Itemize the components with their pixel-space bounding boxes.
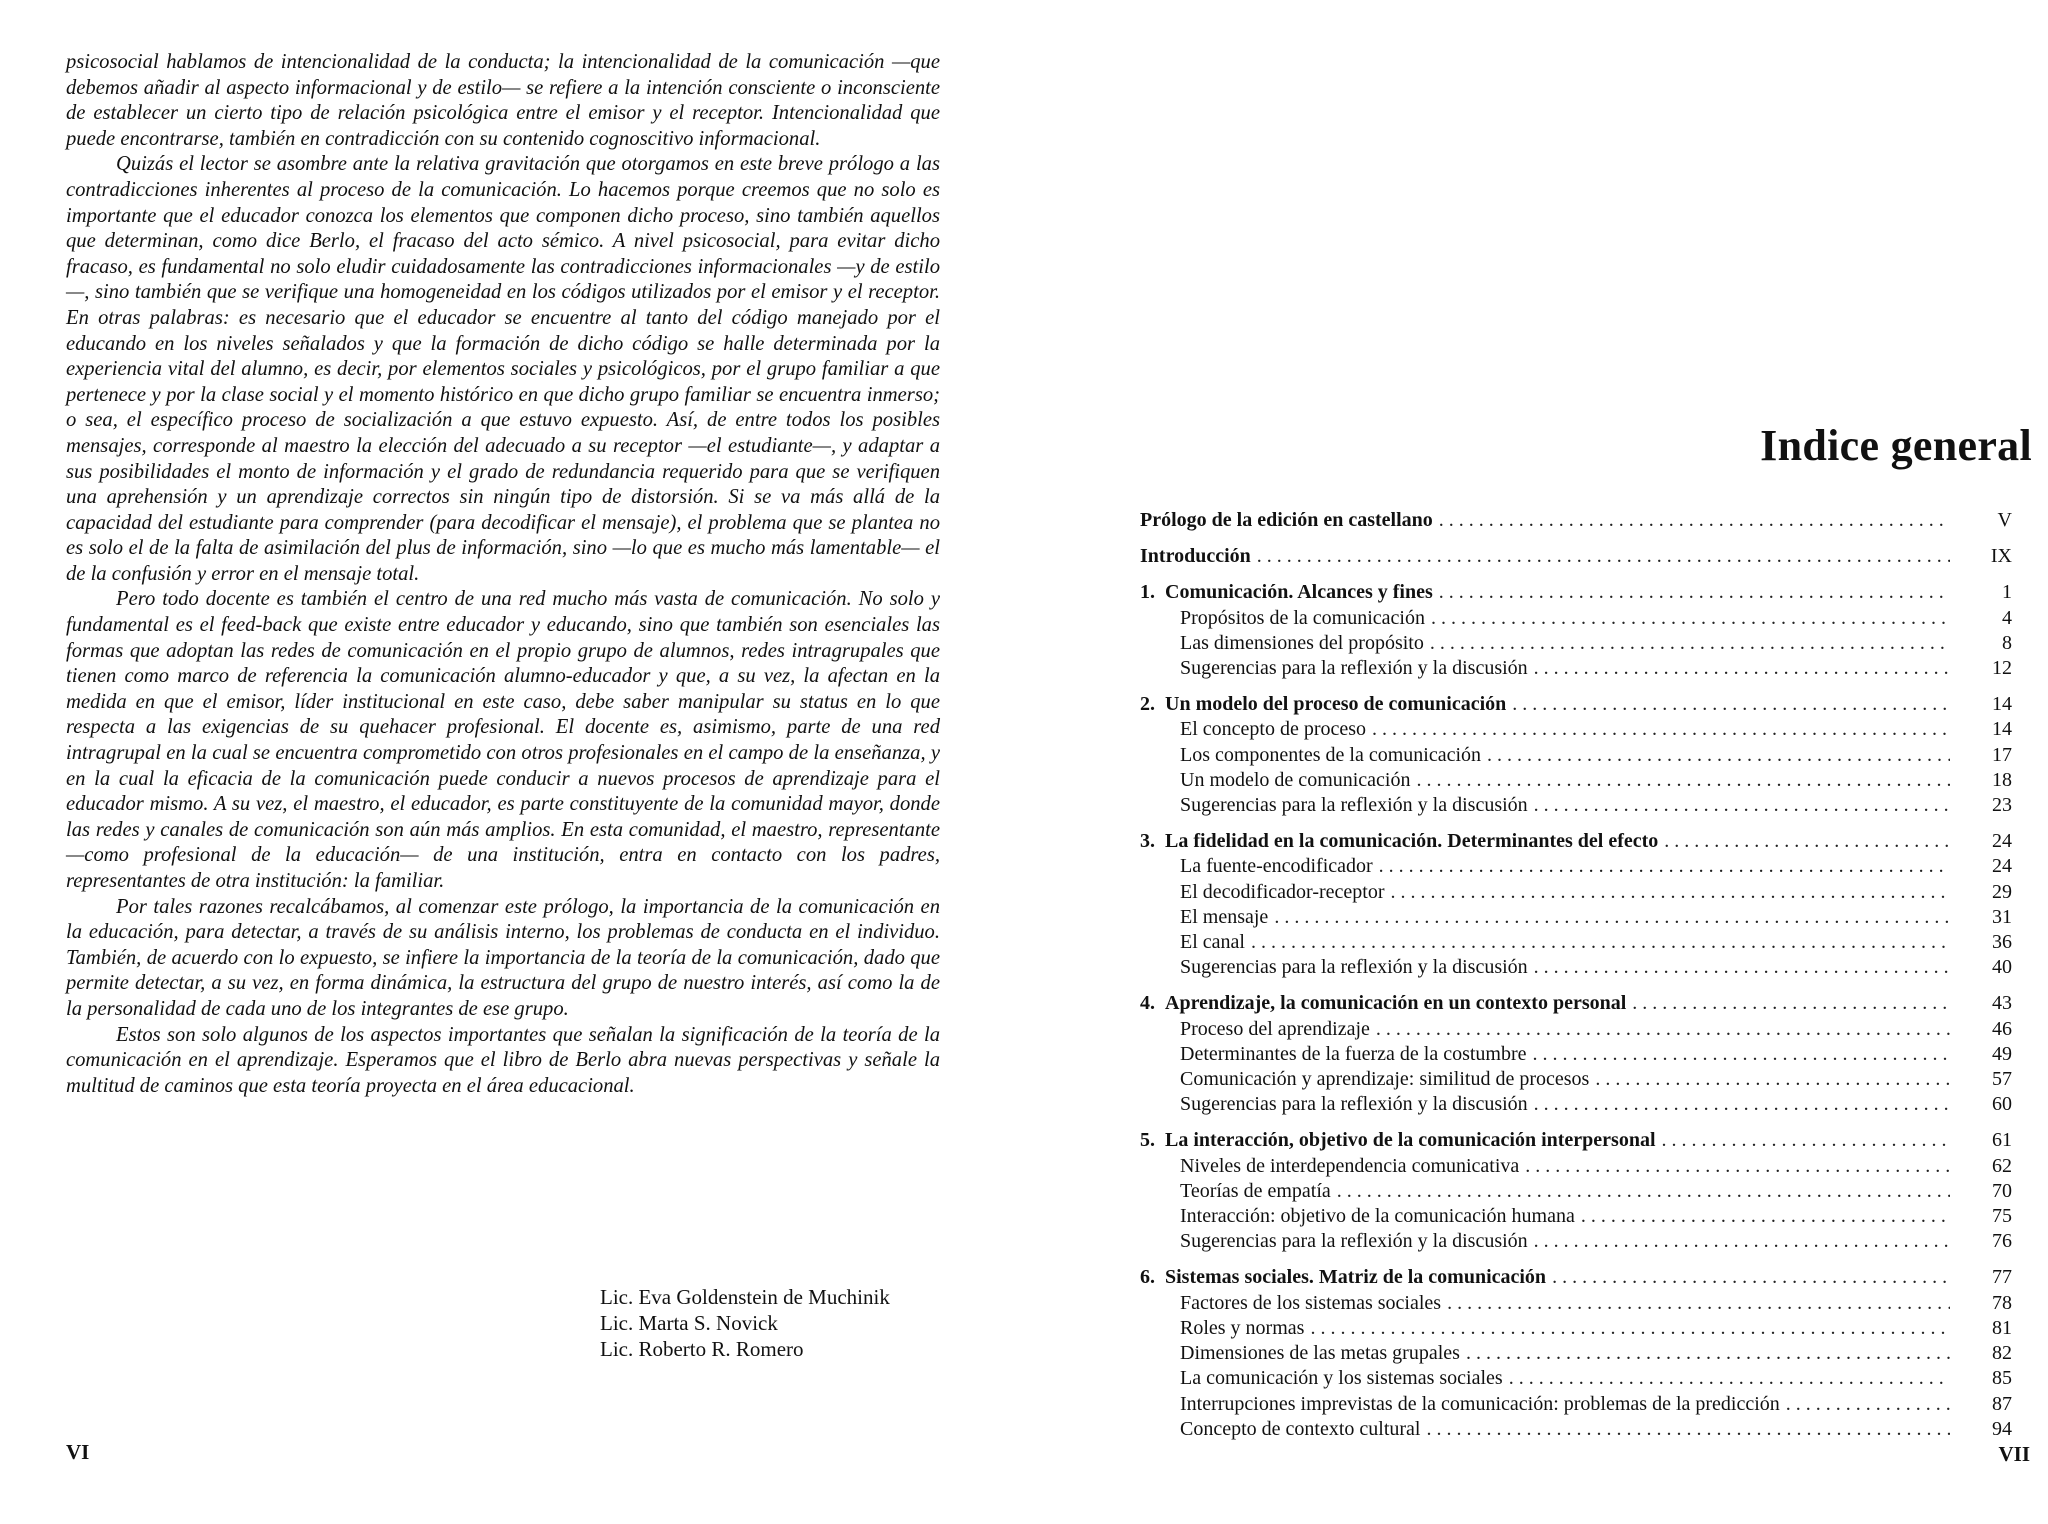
dot-leader — [1512, 692, 1950, 717]
toc-page-number: 75 — [1992, 1205, 2012, 1228]
toc-section-entry — [1140, 606, 2012, 631]
toc-page-number: 12 — [1992, 657, 2012, 680]
toc-page-number: 43 — [1992, 992, 2012, 1015]
toc-entry-title: Interrupciones imprevistas de la comunicación: problemas de la predicción — [1180, 1392, 1780, 1415]
toc-entry-title: Interacción: objetivo de la comunicación humana — [1180, 1205, 1575, 1228]
dot-leader — [1430, 631, 1950, 656]
dot-leader — [1534, 955, 1950, 980]
toc-page-number: 46 — [1992, 1017, 2012, 1040]
toc-section-entry — [1140, 1291, 2012, 1316]
dot-leader — [1337, 1179, 1950, 1204]
chapter-number: 4. — [1140, 992, 1155, 1015]
toc-page-number: 77 — [1992, 1266, 2012, 1289]
toc-spacer — [1140, 681, 2012, 692]
toc-page-number: 82 — [1992, 1342, 2012, 1365]
toc-entry-title: El mensaje — [1180, 905, 1269, 928]
toc-page-number: 94 — [1992, 1417, 2012, 1440]
toc-page-number: 14 — [1992, 693, 2012, 716]
dot-leader — [1786, 1392, 1950, 1417]
toc-section-entry — [1140, 1204, 2012, 1229]
toc-section-entry — [1140, 1392, 2012, 1417]
toc-section-entry — [1140, 743, 2012, 768]
page-number: VI — [66, 1440, 90, 1464]
toc-entry-title: Teorías de empatía — [1180, 1179, 1331, 1202]
toc-chapter-entry — [1140, 580, 2012, 605]
dot-leader — [1632, 991, 1950, 1016]
dot-leader — [1376, 1017, 1950, 1042]
table-of-contents — [1140, 508, 2012, 1442]
toc-page-number: V — [1997, 509, 2012, 531]
toc-entry-title: Roles y normas — [1180, 1316, 1305, 1339]
toc-chapter-entry — [1140, 1128, 2012, 1153]
dot-leader — [1274, 905, 1950, 930]
toc-front-entry — [1140, 508, 2012, 533]
dot-leader — [1447, 1291, 1950, 1316]
dot-leader — [1431, 606, 1950, 631]
toc-entry-title: Un modelo de comunicación — [1180, 768, 1411, 791]
toc-section-entry — [1140, 1417, 2012, 1442]
toc-entry-title: La fuente-encodificador — [1180, 855, 1373, 878]
toc-entry-title: Comunicación. Alcances y fines — [1165, 581, 1433, 604]
toc-section-entry — [1140, 1154, 2012, 1179]
toc-entry-title: Aprendizaje, la comunicación en un contexto personal — [1165, 992, 1627, 1015]
dot-leader — [1379, 854, 1950, 879]
paragraph: psicosocial hablamos de intencionalidad de la conducta; la intencionalidad de la comunicación —que debemos añadir al aspecto informacional y de estilo— se refiere a la intención consciente o inconsciente de establecer un cierto tipo de relación psicológica entre el emisor y el receptor. Intencionalidad que puede encontrarse, también en contradicción con su contenido cognoscitivo informacional. — [66, 51, 940, 150]
dot-leader — [1251, 930, 1950, 955]
toc-section-entry — [1140, 1179, 2012, 1204]
toc-page-number: 31 — [1992, 905, 2012, 928]
paragraph: Pero todo docente es también el centro de una red mucho más vasta de comunicación. No solo y fundamental es el feed-back que existe entre educador y educando, sino que también son esenciales las formas que adoptan las redes de comunicación en el propio grupo de alumnos, redes intragrupales que tienen como marco de referencia la comunicación alumno-educador y que, a su vez, la afectan en la medida en que el emisor, líder institucional en este caso, debe saber manipular su status en lo que respecta a las exigencias de su quehacer profesional. El docente es, asimismo, parte de una red intragrupal en la cual se encuentra comprometido con otros profesionales en el campo de la enseñanza, y en la cual la eficacia de la comunicación puede conducir a nuevos procesos de aprendizaje para el educador mismo. A su vez, el maestro, el educador, es parte constituyente de la comunidad mayor, donde las redes y canales de comunicación son aún más amplios. En esta comunidad, el maestro, representante —como profesional de la educación— de una institución, entra en contacto con los padres, representantes de otra institución: la familiar. — [66, 588, 940, 892]
toc-page-number: 70 — [1992, 1179, 2012, 1202]
toc-chapter-entry — [1140, 1265, 2012, 1290]
toc-section-entry — [1140, 1229, 2012, 1254]
chapter-number: 6. — [1140, 1266, 1155, 1289]
toc-section-entry — [1140, 930, 2012, 955]
paragraph: Estos son solo algunos de los aspectos importantes que señalan la significación de la teoría de la comunicación en el aprendizaje. Esperamos que el libro de Berlo abra nuevas perspectivas y señale la multitud de caminos que esta teoría proyecta en el área educacional. — [66, 1023, 940, 1097]
toc-page-number: 78 — [1992, 1291, 2012, 1314]
toc-section-entry — [1140, 1341, 2012, 1366]
toc-section-entry — [1140, 1042, 2012, 1067]
toc-section-entry — [1140, 631, 2012, 656]
toc-page-number: 36 — [1992, 931, 2012, 954]
toc-entry-title: La fidelidad en la comunicación. Determinantes del efecto — [1165, 830, 1659, 853]
toc-spacer — [1140, 1254, 2012, 1265]
toc-entry-title: Un modelo del proceso de comunicación — [1165, 693, 1507, 716]
toc-entry-title: Niveles de interdependencia comunicativa — [1180, 1154, 1520, 1177]
toc-page-number: 14 — [1992, 718, 2012, 741]
toc-entry-title: Factores de los sistemas sociales — [1180, 1291, 1442, 1314]
toc-entry-title: Sistemas sociales. Matriz de la comunicación — [1165, 1266, 1547, 1289]
toc-section-entry — [1140, 905, 2012, 930]
dot-leader — [1257, 544, 1950, 569]
dot-leader — [1664, 829, 1950, 854]
right-page — [1024, 0, 2048, 1524]
toc-page-number: 23 — [1992, 794, 2012, 817]
toc-entry-title: Proceso del aprendizaje — [1180, 1017, 1370, 1040]
toc-page-number: 81 — [1992, 1316, 2012, 1339]
dot-leader — [1525, 1154, 1950, 1179]
dot-leader — [1533, 1042, 1950, 1067]
toc-page-number: 17 — [1992, 743, 2012, 766]
dot-leader — [1662, 1128, 1950, 1153]
page-number: VII — [1998, 1442, 2030, 1466]
toc-entry-title: Sugerencias para la reflexión y la discusión — [1180, 794, 1528, 817]
toc-entry-title: Sugerencias para la reflexión y la discusión — [1180, 1230, 1528, 1253]
dot-leader — [1534, 1092, 1950, 1117]
dot-leader — [1417, 768, 1951, 793]
toc-entry-title: La comunicación y los sistemas sociales — [1180, 1367, 1503, 1390]
toc-page-number: 61 — [1992, 1129, 2012, 1152]
toc-section-entry — [1140, 854, 2012, 879]
toc-spacer — [1140, 569, 2012, 580]
toc-page-number: 4 — [2002, 606, 2012, 629]
toc-page-number: 24 — [1992, 830, 2012, 853]
dot-leader — [1487, 743, 1950, 768]
toc-entry-title: El concepto de proceso — [1180, 718, 1367, 741]
toc-entry-title: Prólogo de la edición en castellano — [1140, 509, 1433, 531]
toc-entry-title: El decodificador-receptor — [1180, 880, 1385, 903]
toc-section-entry — [1140, 880, 2012, 905]
toc-entry-title: Sugerencias para la reflexión y la discusión — [1180, 1093, 1528, 1116]
toc-entry-title: La interacción, objetivo de la comunicación interpersonal — [1165, 1129, 1656, 1152]
dot-leader — [1534, 1229, 1950, 1254]
toc-page-number: 87 — [1992, 1392, 2012, 1415]
toc-entry-title: Introducción — [1140, 545, 1251, 568]
toc-page-number: 62 — [1992, 1154, 2012, 1177]
toc-section-entry — [1140, 1316, 2012, 1341]
toc-page-number: 76 — [1992, 1230, 2012, 1253]
chapter-number: 1. — [1140, 581, 1155, 604]
toc-entry-title: Propósitos de la comunicación — [1180, 606, 1425, 629]
dot-leader — [1466, 1341, 1950, 1366]
toc-spacer — [1140, 533, 2012, 544]
toc-entry-title: Dimensiones de las metas grupales — [1180, 1342, 1460, 1365]
toc-section-entry — [1140, 1017, 2012, 1042]
toc-section-entry — [1140, 656, 2012, 681]
dot-leader — [1581, 1204, 1950, 1229]
dot-leader — [1509, 1366, 1950, 1391]
toc-page-number: 40 — [1992, 956, 2012, 979]
toc-page-number: 49 — [1992, 1042, 2012, 1065]
toc-front-entry — [1140, 544, 2012, 569]
dot-leader — [1372, 717, 1950, 742]
toc-page-number: 57 — [1992, 1068, 2012, 1091]
dot-leader — [1439, 580, 1950, 605]
toc-page-number: 24 — [1992, 855, 2012, 878]
toc-page-number: IX — [1990, 545, 2012, 568]
toc-section-entry — [1140, 717, 2012, 742]
dot-leader — [1534, 793, 1950, 818]
toc-entry-title: Concepto de contexto cultural — [1180, 1417, 1421, 1440]
dot-leader — [1595, 1067, 1950, 1092]
toc-page-number: 60 — [1992, 1093, 2012, 1116]
toc-page-number: 1 — [2002, 581, 2012, 604]
toc-section-entry — [1140, 1366, 2012, 1391]
toc-entry-title: Comunicación y aprendizaje: similitud de procesos — [1180, 1068, 1590, 1091]
toc-section-entry — [1140, 1067, 2012, 1092]
toc-section-entry — [1140, 768, 2012, 793]
prologue-text — [66, 50, 940, 1099]
dot-leader — [1552, 1265, 1950, 1290]
toc-chapter-entry — [1140, 991, 2012, 1016]
toc-spacer — [1140, 1117, 2012, 1128]
toc-entry-title: Sugerencias para la reflexión y la discusión — [1180, 956, 1528, 979]
toc-chapter-entry — [1140, 692, 2012, 717]
dot-leader — [1390, 880, 1950, 905]
chapter-number: 3. — [1140, 830, 1155, 853]
dot-leader — [1426, 1417, 1950, 1442]
toc-entry-title: Determinantes de la fuerza de la costumbre — [1180, 1042, 1527, 1065]
toc-chapter-entry — [1140, 829, 2012, 854]
toc-page-number: 85 — [1992, 1367, 2012, 1390]
toc-page-number: 8 — [2002, 631, 2012, 654]
dot-leader — [1534, 656, 1950, 681]
signature-block — [600, 1284, 890, 1362]
chapter-number: 5. — [1140, 1129, 1155, 1152]
toc-entry-title: Las dimensiones del propósito — [1180, 631, 1424, 654]
toc-page-number: 29 — [1992, 880, 2012, 903]
dot-leader — [1310, 1316, 1950, 1341]
paragraph: Quizás el lector se asombre ante la relativa gravitación que otorgamos en este breve prólogo a las contradicciones inherentes al proceso de la comunicación. Lo hacemos porque creemos que no solo es importante que el educador conozca los elementos que componen dicho proceso, sino también aquellos que determinan, como dice Berlo, el fracaso del acto sémico. A nivel psicosocial, para evitar dicho fracaso, es fundamental no solo eludir cuidadosamente las contradicciones informacionales —y de estilo—, sino también que se verifique una homogeneidad en los códigos utilizados por el emisor y el receptor. En otras palabras: es necesario que el educador se encuentre al tanto del código manejado por el educando en los niveles señalados y que la formación de dicho código se halle determinada por la experiencia vital del alumno, es decir, por elementos sociales y psicológicos, por el grupo familiar a que pertenece y por la clase social y el momento histórico en que dicho grupo familiar se encuentra inmerso; o sea, el específico proceso de socialización a que estuvo expuesto. Así, de entre todos los posibles mensajes, corresponde al maestro la elección del adecuado a su receptor —el estudiante—, y adaptar a sus posibilidades el monto de información y el grado de redundancia requerido para que se verifiquen una aprehensión y un aprendizaje correctos sin ningún tipo de distorsión. Si se va más allá de la capacidad del estudiante para comprender (para decodificar el mensaje), el problema que se plantea no es solo el de la falta de asimilación del plus de información, sino —lo que es mucho más lamentable— el de la confusión y error en el mensaje total. — [66, 153, 940, 585]
toc-spacer — [1140, 980, 2012, 991]
toc-page-number: 18 — [1992, 768, 2012, 791]
toc-section-entry — [1140, 793, 2012, 818]
signature-line: Lic. Roberto R. Romero — [600, 1337, 804, 1361]
toc-entry-title: Los componentes de la comunicación — [1180, 743, 1482, 766]
signature-line: Lic. Eva Goldenstein de Muchinik — [600, 1285, 890, 1309]
toc-section-entry — [1140, 955, 2012, 980]
signature-line: Lic. Marta S. Novick — [600, 1311, 778, 1335]
page-title: Indice general — [1760, 421, 2032, 470]
paragraph: Por tales razones recalcábamos, al comenzar este prólogo, la importancia de la comunicación en la educación, para detectar, a través de su análisis interno, los problemas de conducta en el individuo. También, de acuerdo con lo expuesto, se infiere la importancia de la teoría de la comunicación, dado que permite detectar, a su vez, en forma dinámica, la estructura del grupo de nuestro interés, así como la de la personalidad de cada uno de los integrantes de ese grupo. — [66, 895, 940, 1020]
toc-section-entry — [1140, 1092, 2012, 1117]
toc-entry-title: Sugerencias para la reflexión y la discusión — [1180, 657, 1528, 680]
chapter-number: 2. — [1140, 693, 1155, 716]
dot-leader — [1439, 508, 1950, 533]
toc-entry-title: El canal — [1180, 931, 1245, 954]
toc-spacer — [1140, 818, 2012, 829]
